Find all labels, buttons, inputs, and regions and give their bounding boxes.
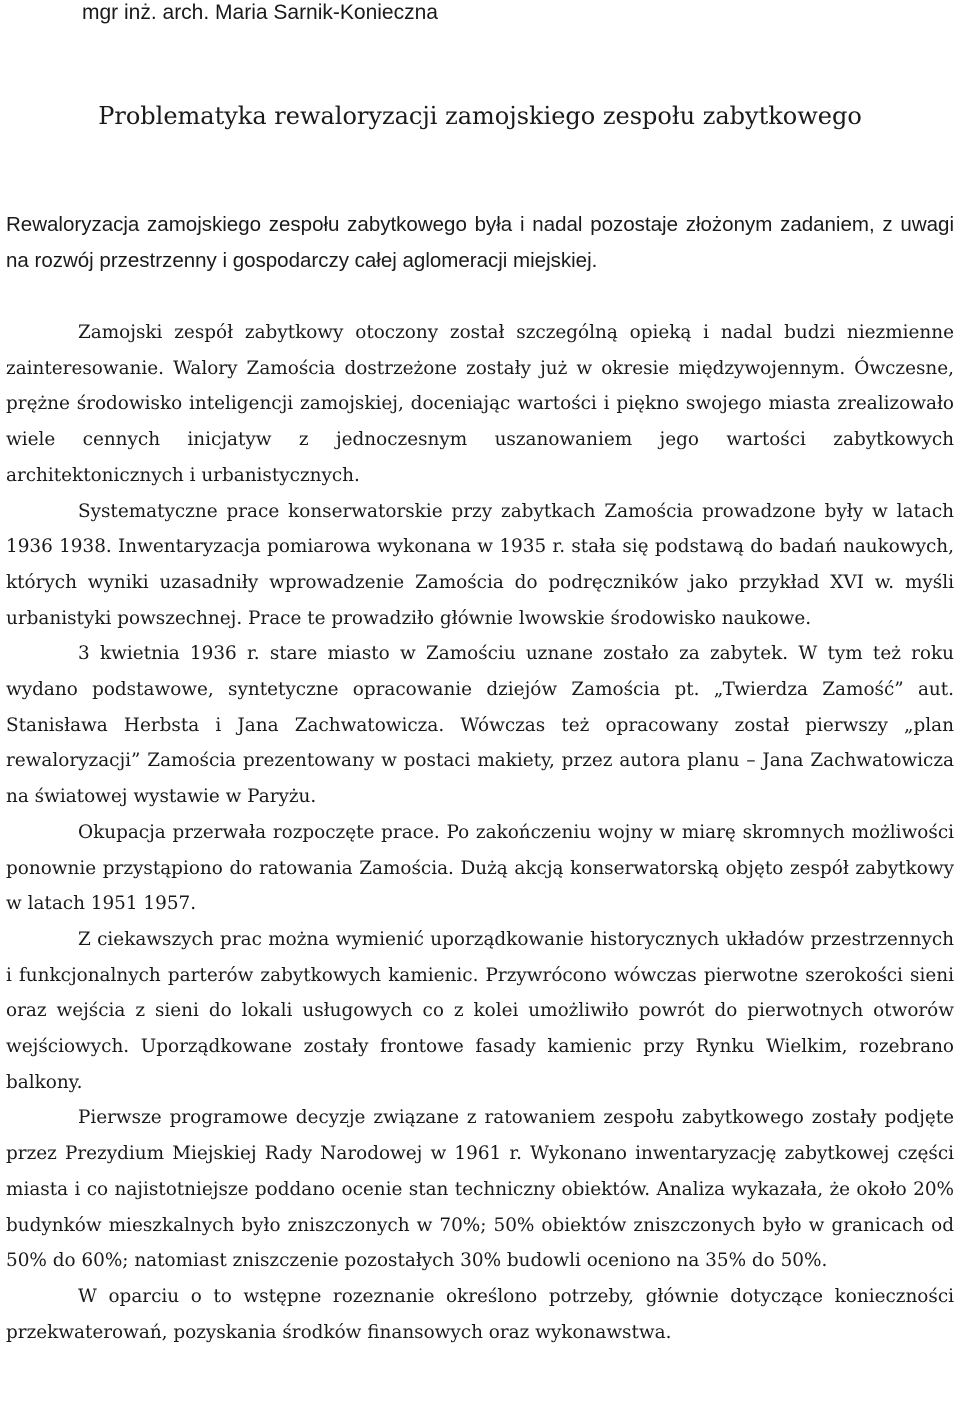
- body-paragraph-3: 3 kwietnia 1936 r. stare miasto w Zamościu uznane zostało za zabytek. W tym też roku wydano podstawowe, syntetyczne opracowanie dziejów Zamościa pt. „Twierdza Zamość” aut. Stanisława Herbsta i Jana Zachwatowicza. Wówczas też opracowany został pierwszy „plan rewaloryzacji” Zamościa prezentowany w postaci makiety, przez autora planu – Jana Zachwatowicza na światowej wystawie w Paryżu.: [6, 643, 954, 808]
- body-paragraph-7: W oparciu o to wstępne rozeznanie określono potrzeby, głównie dotyczące konieczności przekwaterowań, pozyskania środków finansowych oraz wykonawstwa.: [6, 1285, 954, 1343]
- body-paragraph-2: Systematyczne prace konserwatorskie przy zabytkach Zamościa prowadzone były w latach 1936 1938. Inwentaryzacja pomiarowa wykonana w 1935 r. stała się podstawą do badań naukowych, których wyniki uzasadniły wprowadzenie Zamościa do podręczników jako przykład XVI w. myśli urbanistyki powszechnej. Prace te prowadziło głównie lwowskie środowisko naukowe.: [6, 500, 954, 629]
- author-line: mgr inż. arch. Maria Sarnik-Konieczna: [82, 1, 438, 24]
- intro-section: [6, 207, 954, 279]
- document-title: Problematyka rewaloryzacji zamojskiego zespołu zabytkowego: [98, 102, 862, 130]
- body-paragraph-4: Okupacja przerwała rozpoczęte prace. Po zakończeniu wojny w miarę skromnych możliwości ponownie przystąpiono do ratowania Zamościa. Dużą akcją konserwatorską objęto zespół zabytkowy w latach 1951 1957.: [6, 821, 954, 915]
- body-paragraph-1: Zamojski zespół zabytkowy otoczony został szczególną opieką i nadal budzi niezmienne zainteresowanie. Walory Zamościa dostrzeżone zostały już w okresie międzywojennym. Ówczesne, prężne środowisko inteligencji zamojskiej, doceniając wartości i piękno swojego miasta zrealizowało wiele cennych inicjatyw z jednoczesnym uszanowaniem jego wartości zabytkowych architektonicznych i urbanistycznych.: [6, 322, 954, 486]
- body-paragraph-5: Z ciekawszych prac można wymienić uporządkowanie historycznych układów przestrzennych i funkcjonalnych parterów zabytkowych kamienic. Przywrócono wówczas pierwotne szerokości sieni oraz wejścia z sieni do lokali usługowych co z kolei umożliwiło powrót do pierwotnych otworów wejściowych. Uporządkowane zostały frontowe fasady kamienic przy Rynku Wielkim, rozebrano balkony.: [6, 928, 954, 1093]
- body-paragraph-6: Pierwsze programowe decyzje związane z ratowaniem zespołu zabytkowego zostały podjęte przez Prezydium Miejskiej Rady Narodowej w 1961 r. Wykonano inwentaryzację zabytkowej części miasta i co najistotniejsze poddano ocenie stan techniczny obiektów. Analiza wykazała, że około 20% budynków mieszkalnych było zniszczonych w 70%; 50% obiektów zniszczonych było w granicach od 50% do 60%; natomiast zniszczenie pozostałych 30% budowli oceniono na 35% do 50%.: [6, 1107, 954, 1272]
- body-section: [6, 315, 954, 1350]
- intro-paragraph: Rewaloryzacja zamojskiego zespołu zabytkowego była i nadal pozostaje złożonym zadaniem, z uwagi na rozwój przestrzenny i gospodarczy całej aglomeracji miejskiej.: [6, 213, 954, 272]
